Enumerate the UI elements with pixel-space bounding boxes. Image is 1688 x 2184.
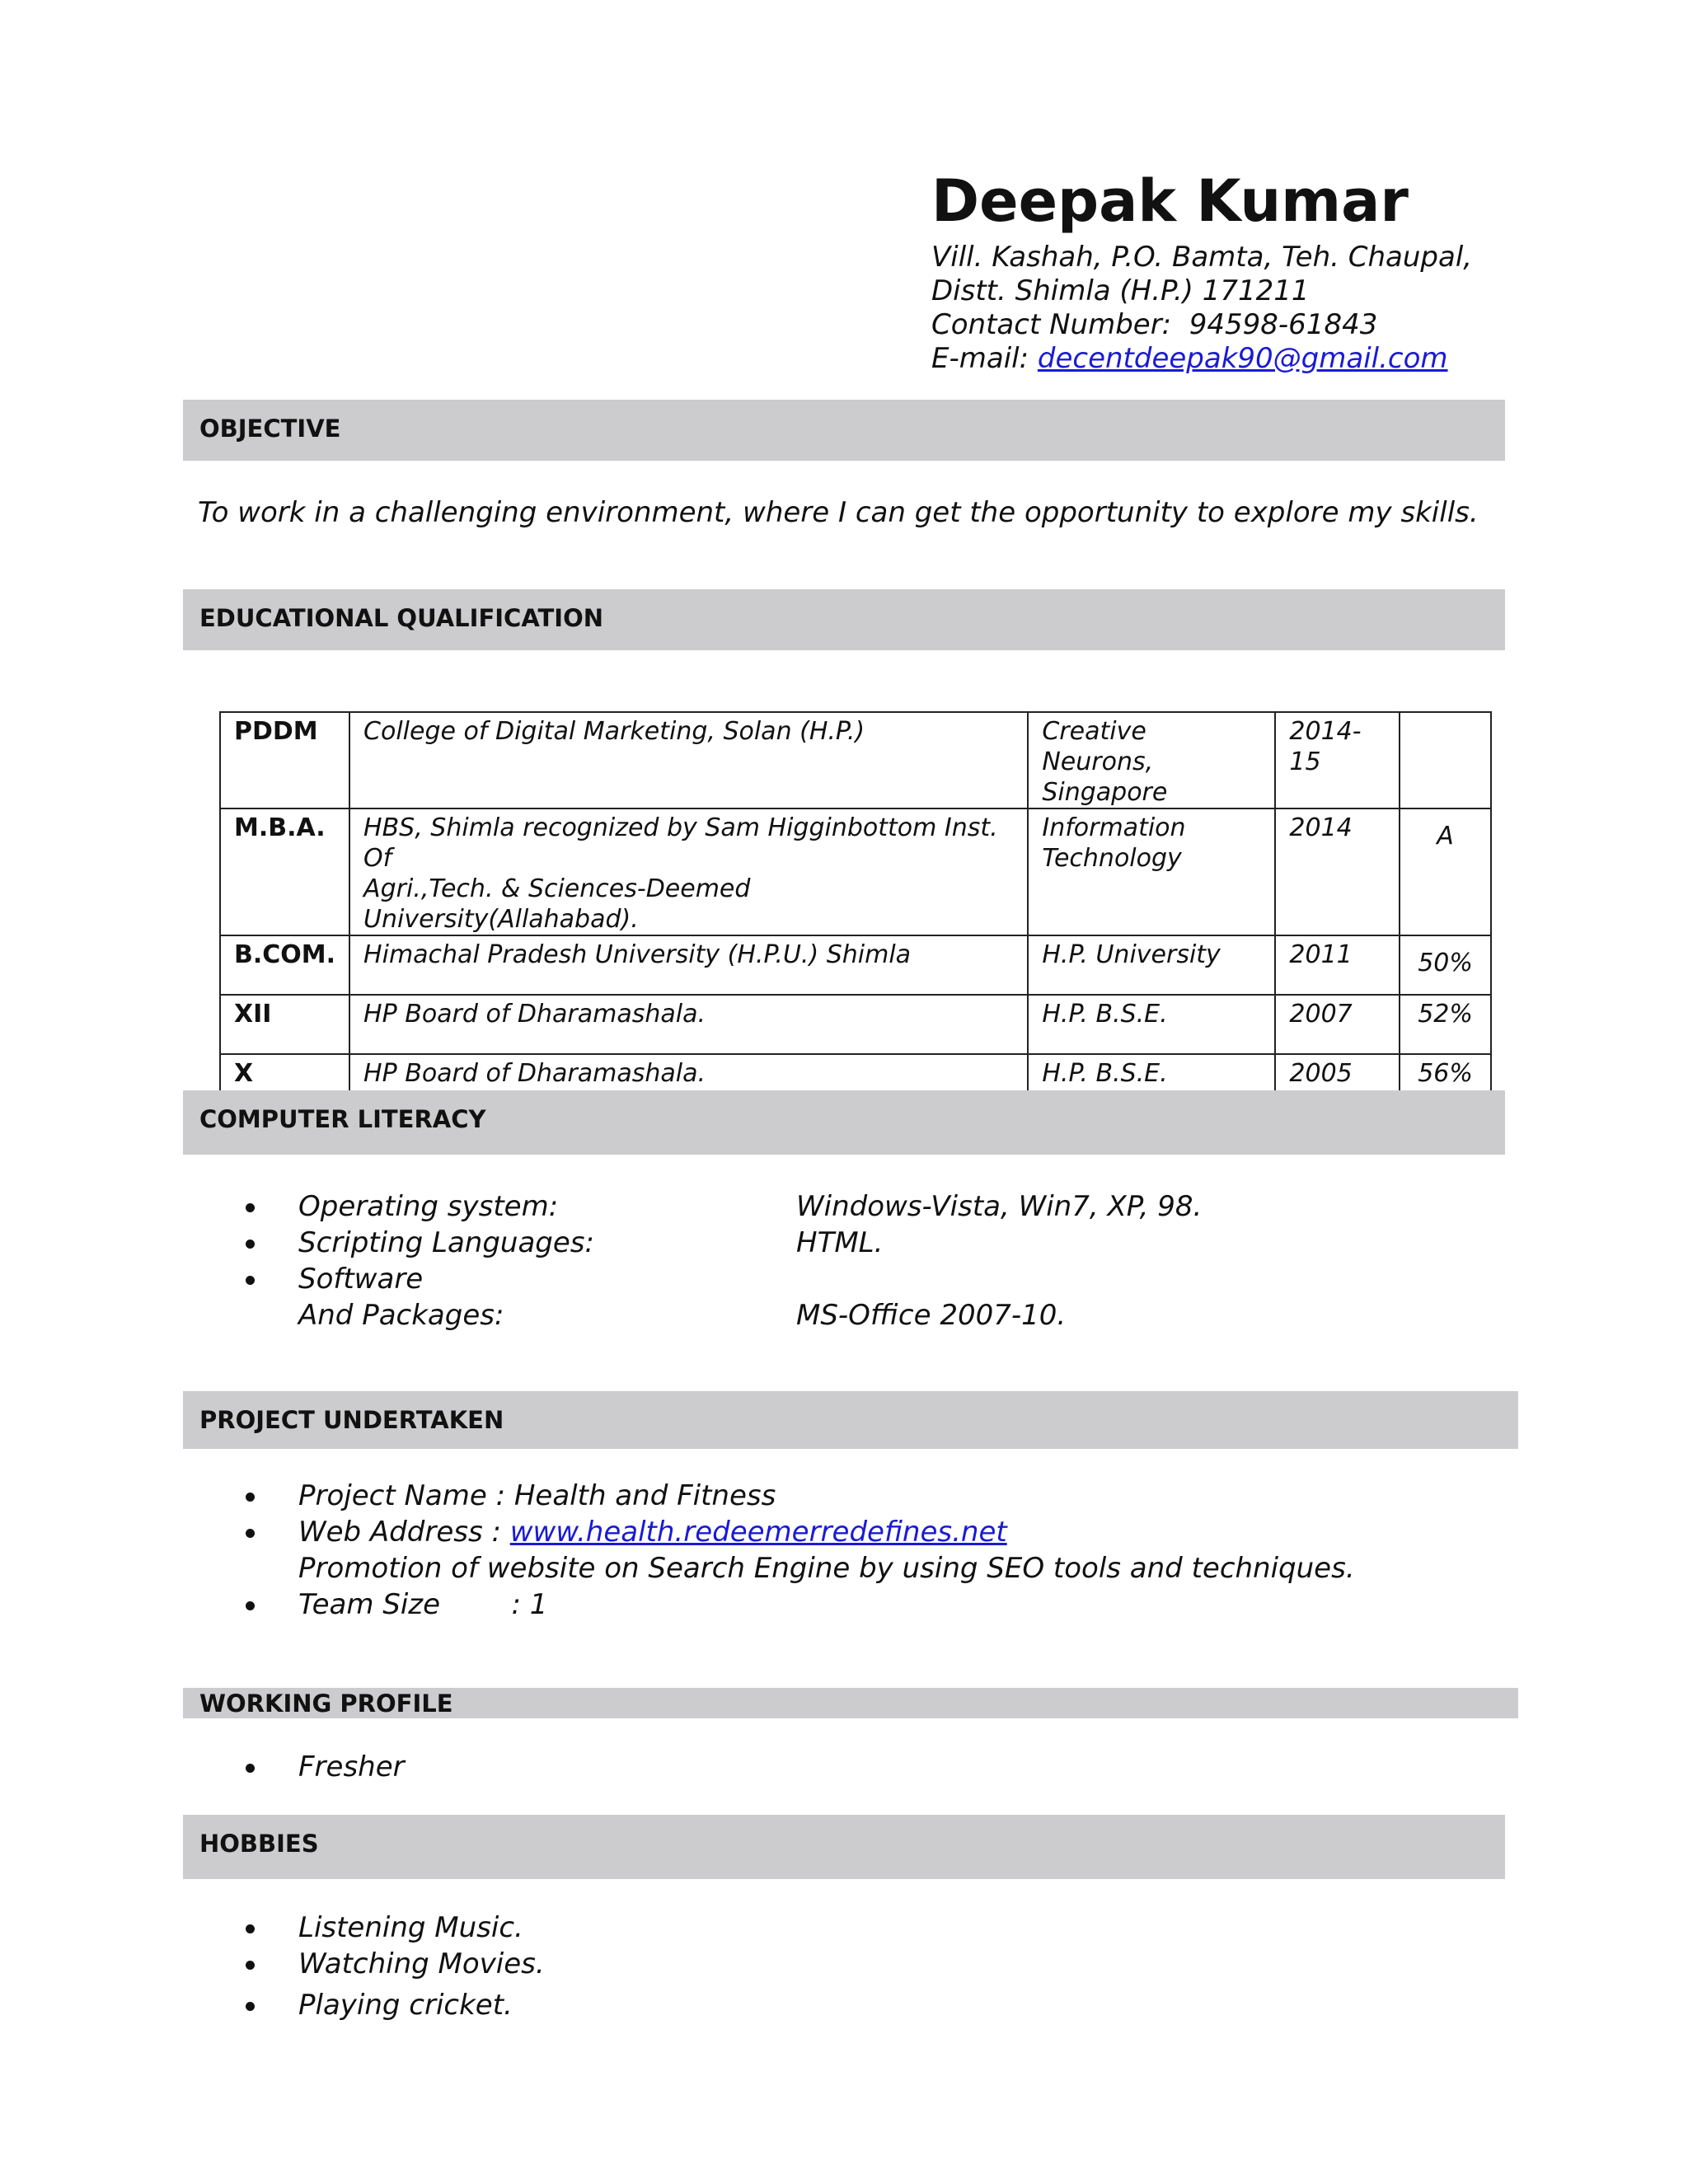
contact-line bbox=[931, 308, 1640, 342]
table-row bbox=[220, 712, 1491, 808]
education-table bbox=[219, 711, 1492, 1114]
bullet-icon bbox=[246, 1493, 255, 1502]
email-label: E-mail: bbox=[931, 342, 1029, 375]
year-cell bbox=[1275, 712, 1400, 808]
institution-cell-text: HP Board of Dharamashala. bbox=[363, 1059, 706, 1088]
project-list bbox=[247, 1478, 1355, 1623]
email-line bbox=[931, 342, 1640, 376]
degree-cell-text: X bbox=[234, 1059, 254, 1088]
list-item: Listening Music. bbox=[247, 1910, 494, 1946]
section-hobbies: HOBBIES bbox=[183, 1815, 1505, 1879]
list-item: Playing cricket. bbox=[247, 1987, 494, 2023]
year-cell bbox=[1275, 995, 1400, 1054]
institution-cell bbox=[349, 712, 1028, 808]
address-line-1: Vill. Kashah, P.O. Bamta, Teh. Chaupal, bbox=[931, 241, 1473, 274]
institution-cell bbox=[349, 935, 1028, 995]
year-cell-text: 2007 bbox=[1289, 1000, 1353, 1029]
list-item bbox=[247, 1586, 1304, 1623]
institution-cell-text: HBS, Shimla recognized by Sam Higginbottom Inst. Of bbox=[363, 813, 998, 873]
university-cell-text: H.P. University bbox=[1042, 940, 1221, 969]
contact-number: 94598-61843 bbox=[1189, 308, 1378, 341]
packages-value: MS-Office 2007-10. bbox=[796, 1299, 1067, 1332]
university-cell-text: H.P. B.S.E. bbox=[1042, 1059, 1168, 1088]
university-cell-text: Information bbox=[1042, 813, 1186, 842]
bullet-icon bbox=[246, 1924, 255, 1933]
bullet-icon bbox=[246, 1961, 255, 1970]
email-link[interactable]: decentdeepak90@gmail.com bbox=[1037, 342, 1448, 375]
university-cell bbox=[1028, 712, 1275, 808]
degree-cell bbox=[220, 712, 349, 808]
section-project: PROJECT UNDERTAKEN bbox=[183, 1391, 1518, 1449]
section-computer-literacy: COMPUTER LITERACY bbox=[183, 1090, 1505, 1155]
score-cell-text: A bbox=[1437, 822, 1454, 851]
institution-cell bbox=[349, 808, 1028, 935]
list-item bbox=[247, 1225, 1151, 1261]
bullet-icon bbox=[246, 1240, 255, 1249]
table-row bbox=[220, 808, 1491, 935]
list-item-continuation bbox=[247, 1297, 1151, 1333]
list-item bbox=[247, 1188, 1203, 1225]
score-cell-text: 50% bbox=[1418, 949, 1473, 977]
degree-cell bbox=[220, 935, 349, 995]
university-cell bbox=[1028, 935, 1275, 995]
institution-cell-text: College of Digital Marketing, Solan (H.P.) bbox=[363, 717, 865, 746]
bullet-icon bbox=[246, 1203, 255, 1212]
degree-cell-text: M.B.A. bbox=[234, 813, 326, 842]
degree-cell bbox=[220, 808, 349, 935]
university-cell-text: H.P. B.S.E. bbox=[1042, 1000, 1168, 1029]
year-cell-text: 2014 bbox=[1289, 813, 1353, 842]
candidate-name: Deepak Kumar bbox=[931, 167, 1409, 235]
resume-header bbox=[931, 162, 1640, 376]
list-item bbox=[247, 1478, 1304, 1514]
university-cell-text: Singapore bbox=[1042, 778, 1168, 807]
degree-cell-text: B.COM. bbox=[234, 940, 336, 969]
bullet-icon bbox=[246, 2002, 255, 2011]
year-cell-text: 2011 bbox=[1289, 940, 1353, 969]
year-cell bbox=[1275, 935, 1400, 995]
objective-text: To work in a challenging environment, where I can get the opportunity to explore my skills. bbox=[198, 496, 1479, 529]
institution-cell-text: HP Board of Dharamashala. bbox=[363, 1000, 706, 1029]
hobbies-list bbox=[247, 1910, 545, 2023]
software-label: Software bbox=[298, 1263, 424, 1296]
section-working-profile: WORKING PROFILE bbox=[183, 1688, 1518, 1718]
university-cell-text: Creative Neurons, bbox=[1042, 717, 1154, 776]
computer-literacy-list bbox=[247, 1188, 1203, 1333]
section-objective: OBJECTIVE bbox=[183, 400, 1505, 461]
degree-cell-text: XII bbox=[234, 1000, 272, 1029]
section-education: EDUCATIONAL QUALIFICATION bbox=[183, 589, 1505, 650]
score-cell bbox=[1400, 935, 1491, 995]
list-item: Fresher bbox=[247, 1749, 354, 1785]
project-promotion: Promotion of website on Search Engine by using SEO tools and techniques. bbox=[298, 1552, 1355, 1585]
scripting-label: Scripting Languages: bbox=[298, 1226, 594, 1259]
university-cell-text: Technology bbox=[1042, 844, 1182, 873]
institution-cell-text: Himachal Pradesh University (H.P.U.) Shimla bbox=[363, 940, 912, 969]
university-cell bbox=[1028, 995, 1275, 1054]
web-address-link[interactable]: www.health.redeemerredefines.net bbox=[509, 1516, 1007, 1549]
project-name: Project Name : Health and Fitness bbox=[298, 1479, 776, 1512]
web-address-label: Web Address : bbox=[298, 1516, 510, 1549]
os-value: Windows-Vista, Win7, XP, 98. bbox=[796, 1190, 1203, 1223]
working-profile-list bbox=[247, 1749, 405, 1785]
degree-cell bbox=[220, 995, 349, 1054]
score-cell-text: 56% bbox=[1418, 1059, 1473, 1088]
list-item: Watching Movies. bbox=[247, 1946, 494, 1982]
year-cell-text: 2014-15 bbox=[1289, 717, 1362, 776]
list-item bbox=[247, 1514, 1304, 1550]
table-row bbox=[220, 935, 1491, 995]
score-cell bbox=[1400, 712, 1491, 808]
bullet-icon bbox=[246, 1764, 255, 1773]
bullet-icon bbox=[246, 1529, 255, 1538]
scripting-value: HTML. bbox=[796, 1226, 884, 1259]
institution-cell-text: Agri.,Tech. & Sciences-Deemed University(Allahabad). bbox=[363, 874, 751, 934]
score-cell-text: 52% bbox=[1418, 1000, 1473, 1029]
university-cell bbox=[1028, 808, 1275, 935]
degree-cell-text: PDDM bbox=[234, 717, 318, 746]
list-item-continuation bbox=[247, 1550, 1355, 1586]
year-cell bbox=[1275, 808, 1400, 935]
score-cell bbox=[1400, 808, 1491, 935]
score-cell bbox=[1400, 995, 1491, 1054]
institution-cell bbox=[349, 995, 1028, 1054]
os-label: Operating system: bbox=[298, 1190, 559, 1223]
team-size: Team Size : 1 bbox=[298, 1588, 548, 1621]
contact-label: Contact Number: bbox=[931, 308, 1172, 341]
list-item bbox=[247, 1261, 1151, 1297]
table-row bbox=[220, 995, 1491, 1054]
bullet-icon bbox=[246, 1276, 255, 1285]
bullet-icon bbox=[246, 1601, 255, 1610]
packages-label: And Packages: bbox=[298, 1299, 504, 1332]
address-line-2: Distt. Shimla (H.P.) 171211 bbox=[931, 274, 1310, 307]
year-cell-text: 2005 bbox=[1289, 1059, 1353, 1088]
